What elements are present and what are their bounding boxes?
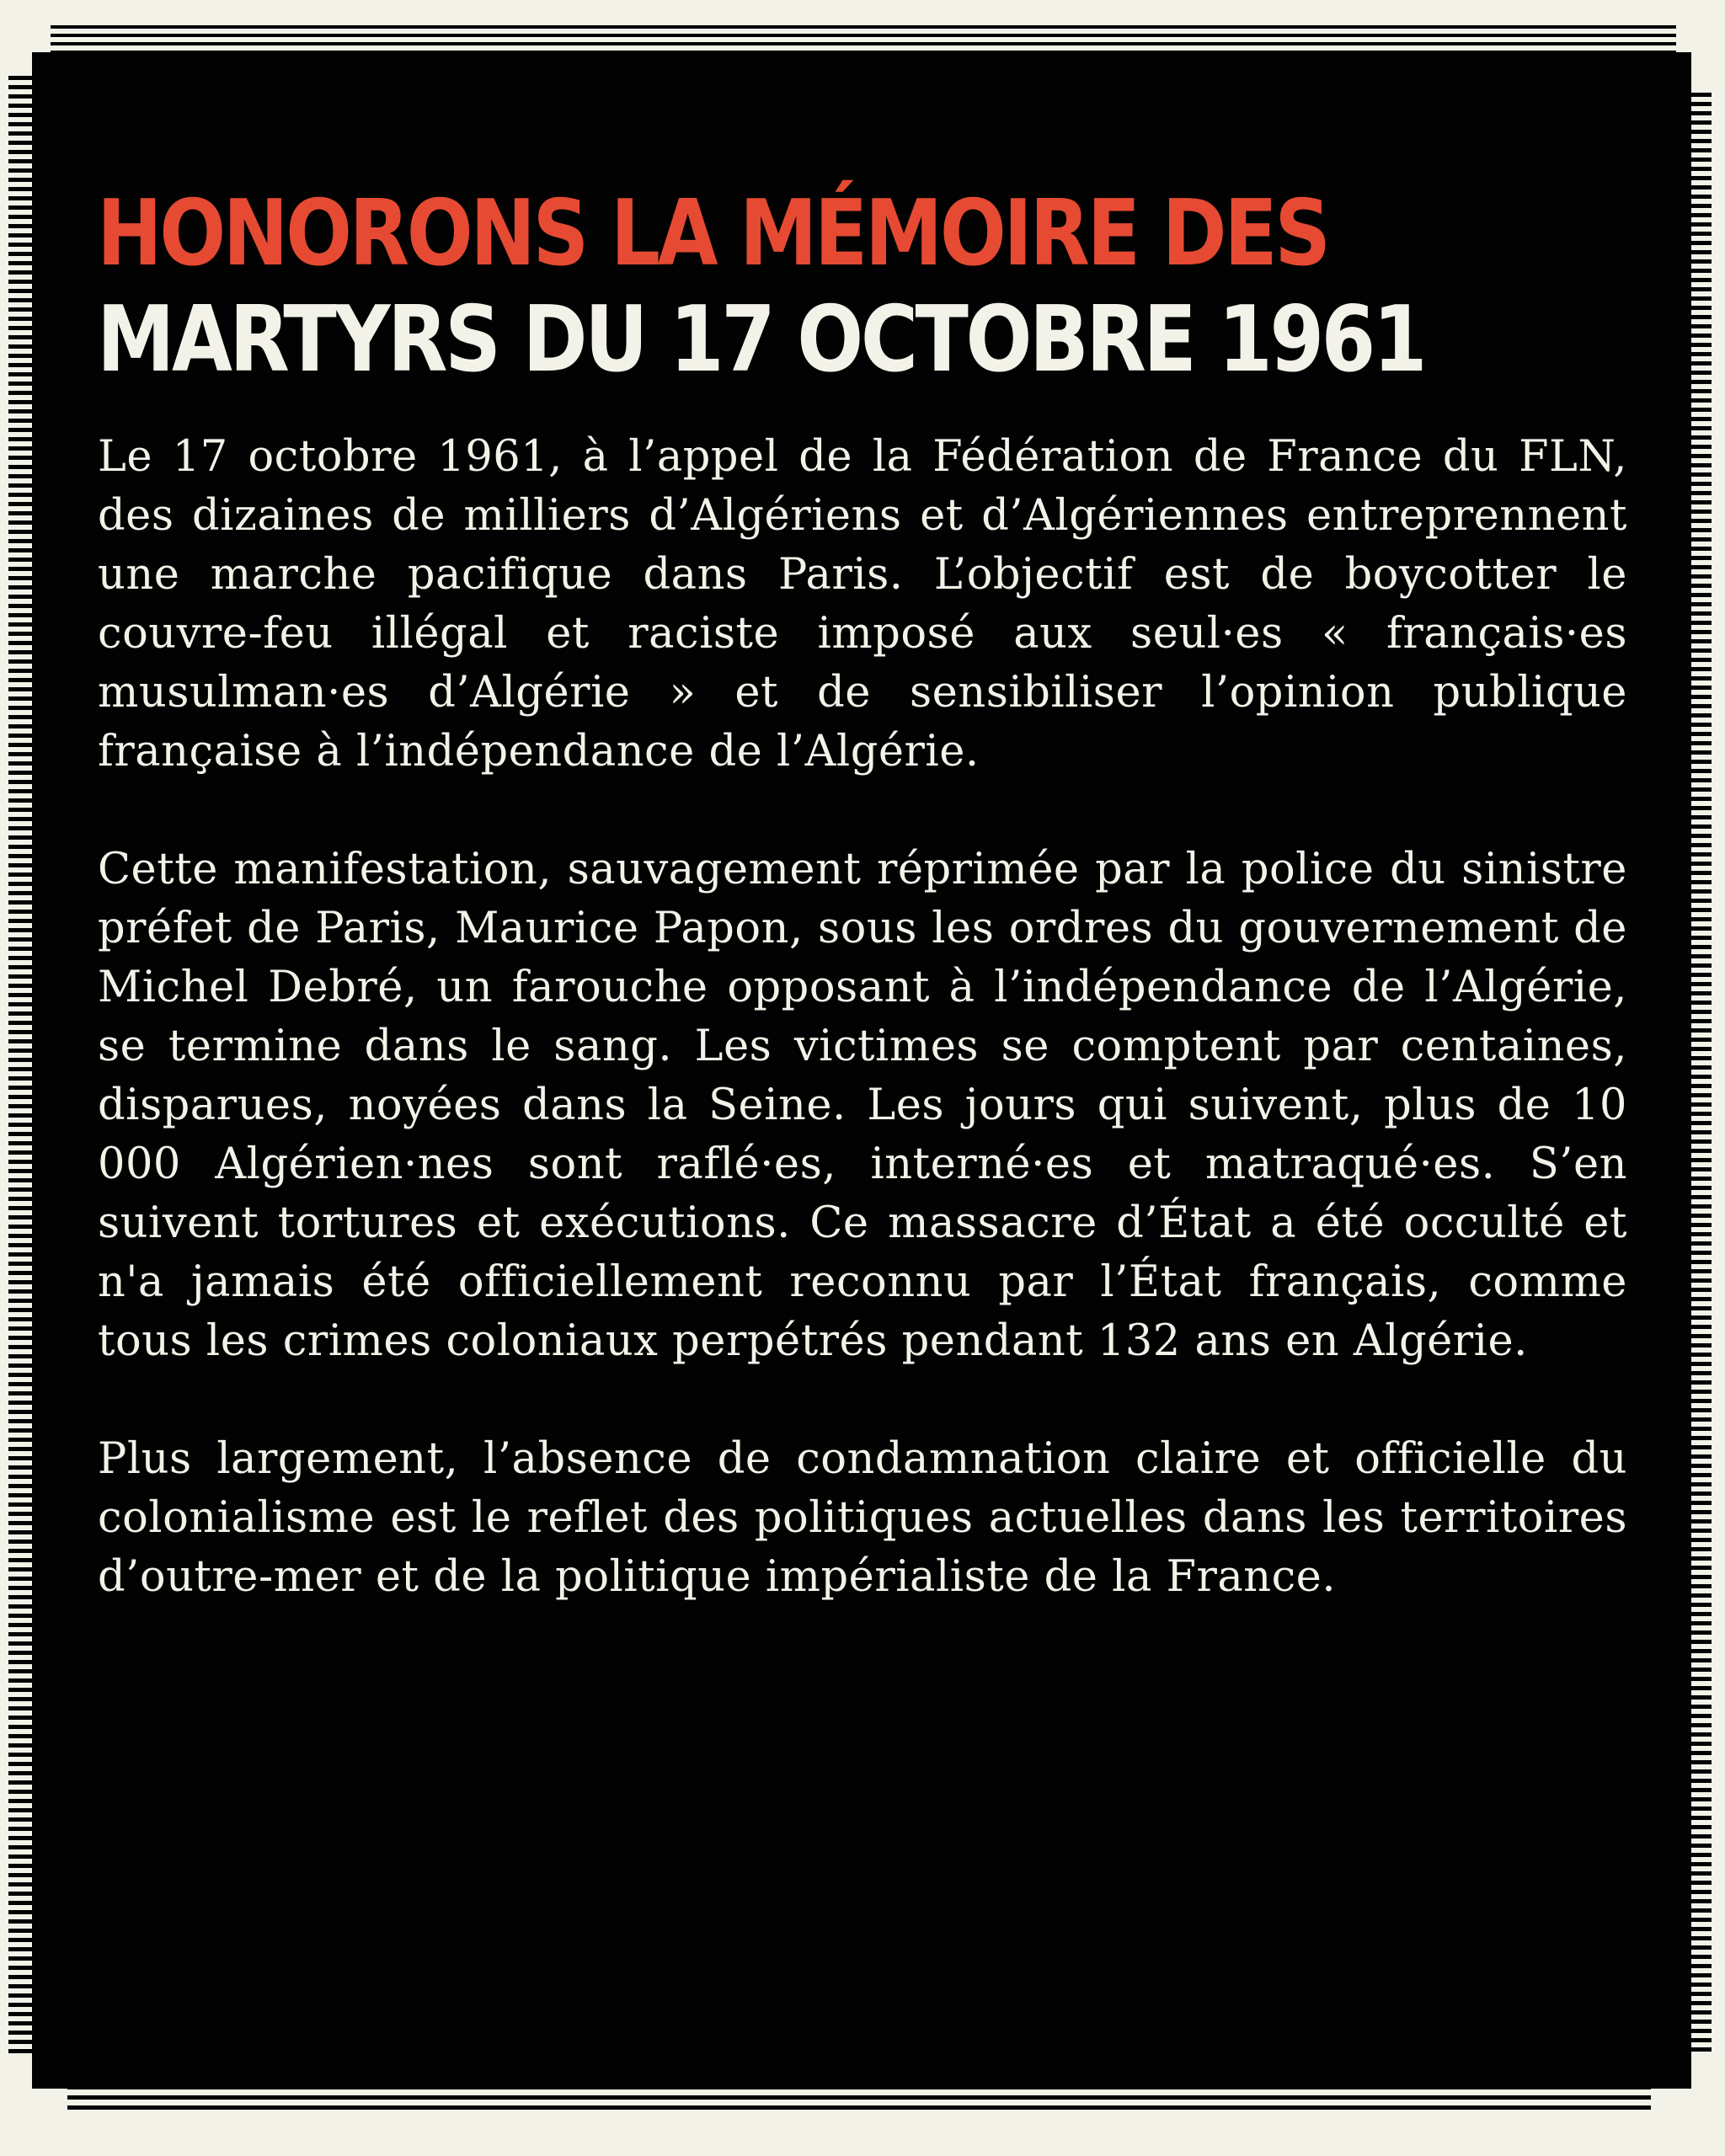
title-line-white: MARTYRS DU 17 OCTOBRE 1961 [97, 287, 1425, 392]
poster-title [97, 181, 1424, 393]
paragraph-3: Plus largement, l’absence de condamnation claire et officielle du colonialisme est le reflet des politiques actuelles dans les territoires d’outre-mer et de la politique impérialiste de la France. [98, 1434, 1627, 1602]
paragraph-2: Cette manifestation, sauvagement réprimée par la police du sinistre préfet de Paris, Maurice Papon, sous les ordres du gouvernement de Michel Debré, un farouche opposant à l’indépendance de l’Algérie, se termine dans le sang. Les victimes se comptent par centaines, disparues, noyées dans la Seine. Les jours qui suivent, plus de 10 000 Algérien·nes sont raflé·es, interné·es et matraqué·es. S’en suivent tortures et exécutions. Ce massacre d’État a été occulté et n'a jamais été officiellement reconnu par l’État français, comme tous les crimes coloniaux perpétrés pendant 132 ans en Algérie. [98, 845, 1627, 1366]
poster-body [98, 428, 1627, 1666]
title-line-red: HONORONS LA MÉMOIRE DES [97, 181, 1328, 286]
paragraph-1: Le 17 octobre 1961, à l’appel de la Fédération de France du FLN, des dizaines de milliers d’Algériens et d’Algériennes entreprennent une marche pacifique dans Paris. L’objectif est de boycotter le couvre-feu illégal et raciste imposé aux seul·es « français·es musulman·es d’Algérie » et de sensibiliser l’opinion publique française à l’indépendance de l’Algérie. [98, 432, 1627, 776]
